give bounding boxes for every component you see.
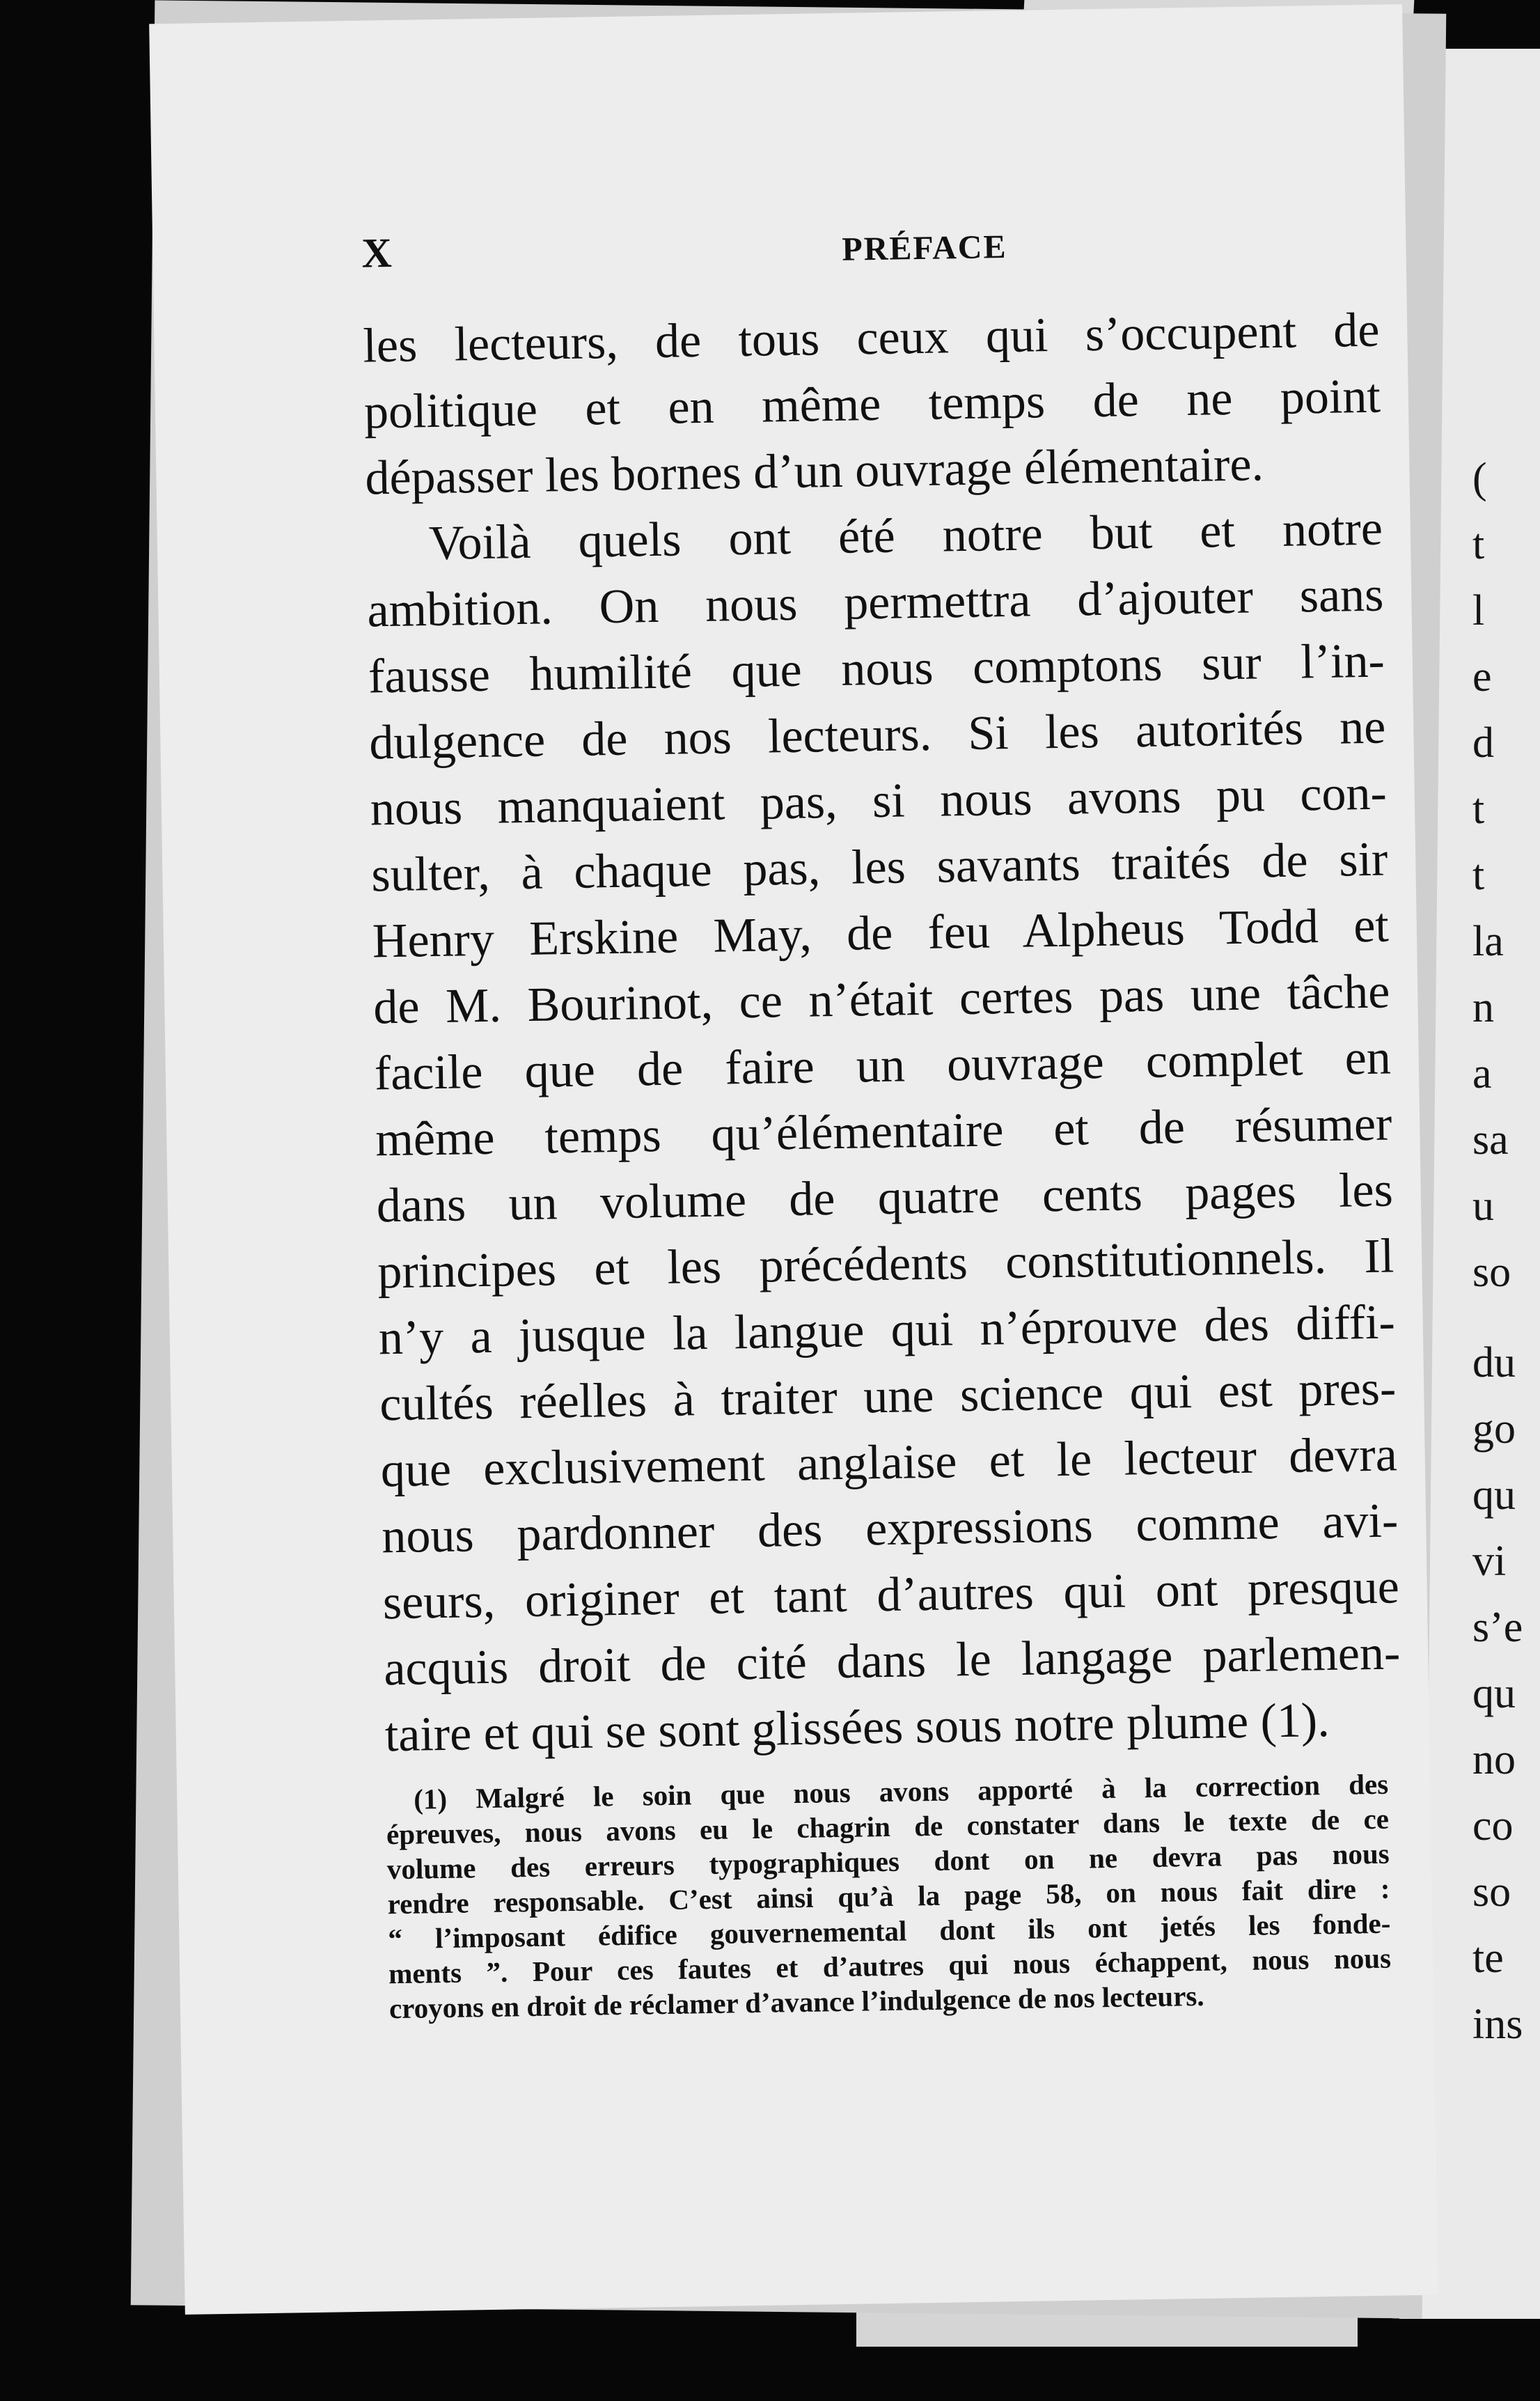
text-line: facile que de faire un ouvrage complet en bbox=[374, 1031, 1392, 1101]
facing-line: l bbox=[1472, 587, 1485, 634]
text-line: dulgence de nos lecteurs. Si les autorités ne bbox=[368, 700, 1386, 770]
facing-line: d bbox=[1472, 719, 1494, 767]
facing-line: ins bbox=[1472, 2001, 1523, 2048]
facing-line: la bbox=[1472, 918, 1504, 965]
text-line: nous pardonner des expressions comme avi- bbox=[381, 1494, 1399, 1564]
text-line: dépasser les bornes d’un ouvrage élémentaire. bbox=[364, 437, 1264, 506]
facing-line: go bbox=[1472, 1405, 1516, 1453]
text-line: n’y a jusque la langue qui n’éprouve des diffi- bbox=[378, 1295, 1396, 1366]
facing-line: co bbox=[1472, 1802, 1514, 1849]
text-line: sulter, à chaque pas, les savants traités de sir bbox=[370, 832, 1388, 902]
footnote-line: épreuves, nous avons eu le chagrin de constater dans le texte de ce bbox=[386, 1802, 1390, 1851]
text-line: fausse humilité que nous comptons sur l’in- bbox=[368, 634, 1385, 704]
facing-line: te bbox=[1472, 1934, 1504, 1982]
text-line: ambition. On nous permettra d’ajouter sans bbox=[366, 568, 1384, 638]
facing-line: so bbox=[1472, 1868, 1511, 1916]
text-line: principes et les précédents constitutionnels. Il bbox=[377, 1229, 1394, 1299]
text-line: que exclusivement anglaise et le lecteur devra bbox=[380, 1428, 1398, 1498]
text-line: seurs, originer et tant d’autres qui ont presque bbox=[382, 1560, 1400, 1630]
facing-line: t bbox=[1472, 852, 1485, 899]
facing-line: t bbox=[1472, 521, 1485, 568]
facing-line: sa bbox=[1472, 1116, 1509, 1164]
body-text bbox=[363, 297, 1402, 1769]
book-page bbox=[149, 4, 1438, 2315]
text-line: de M. Bourinot, ce n’était certes pas une tâche bbox=[372, 964, 1390, 1035]
facing-line: e bbox=[1472, 653, 1492, 701]
text-line: acquis droit de cité dans le langage parlemen- bbox=[383, 1626, 1401, 1696]
page-number: X bbox=[361, 229, 393, 276]
facing-line: u bbox=[1472, 1182, 1494, 1230]
text-line: même temps qu’élémentaire et de résumer bbox=[375, 1097, 1392, 1167]
running-title: PRÉFACE bbox=[841, 228, 1007, 268]
footnote-line: volume des erreurs typographiques dont on ne devra pas nous bbox=[386, 1837, 1390, 1886]
facing-line: du bbox=[1472, 1339, 1516, 1386]
text-line: nous manquaient pas, si nous avons pu con- bbox=[370, 766, 1388, 836]
facing-line: ( bbox=[1472, 455, 1487, 502]
text-line: taire et qui se sont glissées sous notre plume (1). bbox=[384, 1694, 1330, 1762]
text-line: cultés réelles à traiter une science qui est pres- bbox=[379, 1361, 1397, 1432]
facing-line: so bbox=[1472, 1249, 1511, 1296]
text-line: politique et en même temps de ne point bbox=[363, 369, 1381, 439]
text-line: Voilà quels ont été notre but et notre bbox=[428, 501, 1383, 571]
facing-line: no bbox=[1472, 1736, 1516, 1783]
facing-line: vi bbox=[1472, 1538, 1507, 1585]
footnote-line: croyons en droit de réclamer d’avance l’indulgence de nos lecteurs. bbox=[388, 1979, 1204, 2025]
facing-gap bbox=[1472, 1306, 1540, 1330]
facing-line: s’e bbox=[1472, 1604, 1523, 1651]
facing-line: n bbox=[1472, 984, 1494, 1031]
text-line: dans un volume de quatre cents pages les bbox=[376, 1163, 1394, 1233]
footnote-line: “ l’imposant édifice gouvernemental dont ils ont jetés les fonde- bbox=[388, 1907, 1391, 1955]
footnote-line: rendre responsable. C’est ainsi qu’à la page 58, on nous fait dire : bbox=[387, 1872, 1390, 1921]
facing-page-text bbox=[1472, 446, 1540, 2058]
text-line: Henry Erskine May, de feu Alpheus Todd et bbox=[372, 898, 1390, 969]
facing-line: t bbox=[1472, 785, 1485, 833]
facing-line: qu bbox=[1472, 1471, 1516, 1519]
facing-line: qu bbox=[1472, 1670, 1516, 1717]
footnote-line: ments ”. Pour ces fautes et d’autres qui nous échappent, nous nous bbox=[388, 1941, 1392, 1990]
facing-line: a bbox=[1472, 1050, 1492, 1097]
page-header bbox=[361, 214, 1323, 286]
footnote-line: (1) Malgré le soin que nous avons apporté à la correction des bbox=[413, 1767, 1389, 1815]
footnote bbox=[386, 1767, 1392, 2026]
text-line: les lecteurs, de tous ceux qui s’occupent de bbox=[362, 303, 1380, 373]
